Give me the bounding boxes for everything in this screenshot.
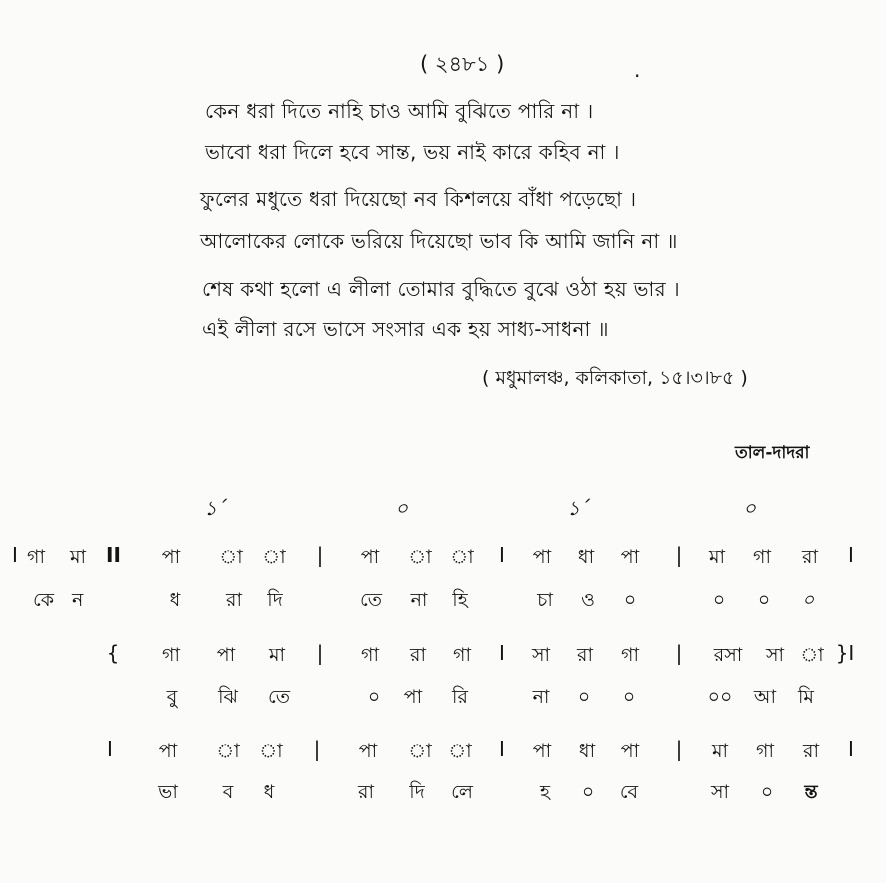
notation-cell: ০: [623, 589, 637, 611]
notation-cell: রি: [452, 686, 468, 708]
notation-cell: ধা: [578, 740, 596, 762]
notation-cell: রা: [577, 644, 593, 666]
notation-cell: ০: [581, 781, 595, 803]
notation-cell: ঝি: [218, 686, 238, 708]
poem-line: আলোকের লোকে ভরিয়ে দিয়েছো ভাব কি আমি জানি না ॥: [200, 229, 678, 253]
notation-cell: তে: [268, 686, 290, 708]
notation-cell: গা: [361, 644, 379, 666]
notation-cell: ০: [622, 686, 636, 708]
notation-cell: পা: [216, 644, 236, 666]
notation-cell: ০: [757, 589, 771, 611]
notation-cell: পা: [158, 740, 178, 762]
poem-line: শেষ কথা হলো এ লীলা তোমার বুদ্ধিতে বুঝে ওঠা হয় ভার ।: [202, 277, 680, 301]
taal-label: তাল-দাদরা: [735, 443, 810, 463]
notation-cell: সা: [531, 644, 551, 666]
notation-cell: ০: [760, 781, 774, 803]
notation-cell: মি: [798, 686, 814, 708]
notation-swara-row: [0, 641, 886, 671]
notation-cell: I: [499, 543, 505, 567]
notation-cell: পা: [403, 686, 423, 708]
notation-cell: |: [675, 641, 683, 665]
song-number: ( ২৪৮১ ): [420, 52, 505, 76]
notation-cell: রসা: [713, 644, 743, 666]
beat-marker: ০: [743, 496, 757, 520]
notation-cell: পা: [620, 740, 640, 762]
notation-cell: া: [448, 740, 472, 762]
notation-cell: চা: [537, 589, 553, 611]
notation-swara-row: [0, 543, 886, 573]
notation-cell: বে: [619, 781, 639, 803]
notation-cell: কে: [33, 589, 55, 611]
notation-cell: রা: [358, 781, 374, 803]
notation-cell: সা: [710, 781, 730, 803]
notation-cell: হি: [452, 589, 468, 611]
notation-cell: া: [259, 740, 283, 762]
notation-cell: II: [106, 543, 121, 567]
notation-lyric-row: [0, 683, 886, 713]
notation-cell: |: [313, 737, 321, 761]
notation-cell: পা: [532, 740, 552, 762]
notation-cell: রা: [226, 589, 242, 611]
notation-cell: রা: [410, 644, 426, 666]
notation-cell: দি: [267, 589, 283, 611]
notation-cell: ০০: [707, 686, 733, 708]
notation-cell: হ: [540, 781, 550, 803]
notation-cell: |: [675, 543, 683, 567]
notation-cell: পা: [161, 546, 181, 568]
notation-cell: সা: [765, 644, 785, 666]
notation-cell: পা: [620, 546, 640, 568]
notation-cell: া: [216, 740, 240, 762]
notation-cell: I: [12, 543, 18, 567]
notation-cell: পা: [532, 546, 552, 568]
notation-cell: |: [675, 737, 683, 761]
notation-lyric-row: [0, 586, 886, 616]
poem-line: এই লীলা রসে ভাসে সংসার এক হয় সাধ্য-সাধনা ॥: [202, 317, 609, 341]
notation-cell: ০: [712, 589, 726, 611]
notation-cell: I: [107, 737, 113, 761]
notation-cell: গা: [27, 546, 45, 568]
notation-cell: ন্ত: [804, 781, 818, 803]
notation-cell: আ: [753, 686, 777, 708]
notation-cell: না: [532, 686, 550, 708]
notation-cell: ধ: [263, 781, 275, 803]
notation-cell: গা: [753, 546, 771, 568]
notation-cell: ধ: [169, 589, 181, 611]
notation-cell: মা: [70, 546, 87, 568]
notation-cell: ০: [367, 686, 381, 708]
notation-cell: গা: [756, 740, 774, 762]
poem-line: ভাবো ধরা দিলে হবে সান্ত, ভয় নাই কারে কহিব না ।: [205, 140, 620, 164]
notation-cell: |: [316, 543, 324, 567]
notation-cell: মা: [711, 740, 729, 762]
notation-cell: গা: [621, 644, 639, 666]
notation-cell: া: [408, 740, 432, 762]
beat-marker: ১´: [204, 496, 227, 520]
notation-cell: রা: [803, 740, 819, 762]
poem-line: ফুলের মধুতে ধরা দিয়েছো নব কিশলয়ে বাঁধা পড়েছো ।: [200, 187, 637, 211]
notation-cell: মা: [708, 546, 726, 568]
notation-cell: দি: [409, 781, 425, 803]
poem-line: কেন ধরা দিতে নাহি চাও আমি বুঝিতে পারি না ।: [205, 99, 594, 123]
notation-lyric-row: [0, 778, 886, 808]
notation-cell: পা: [360, 546, 380, 568]
notation-cell: I: [848, 737, 854, 761]
notation-swara-row: [0, 737, 886, 767]
notation-cell: ব: [222, 781, 234, 803]
notation-cell: া: [262, 546, 286, 568]
notation-cell: া: [800, 644, 824, 666]
notation-cell: |: [316, 641, 324, 665]
notation-cell: ধা: [577, 546, 595, 568]
beat-marker: ০: [395, 496, 409, 520]
notation-cell: {: [106, 641, 120, 665]
notation-cell: ০: [801, 589, 815, 611]
notation-cell: া: [408, 546, 432, 568]
notation-cell: লে: [451, 781, 473, 803]
notation-cell: মা: [268, 644, 286, 666]
page-speck: .: [634, 58, 641, 82]
notation-cell: া: [219, 546, 243, 568]
notation-cell: ০: [577, 686, 591, 708]
source-citation: ( মধুমালঞ্চ, কলিকাতা, ১৫।৩।৮৫ ): [482, 367, 748, 389]
notation-cell: রা: [802, 546, 818, 568]
notation-cell: I: [848, 543, 854, 567]
notation-cell: তে: [360, 589, 382, 611]
notation-cell: গা: [453, 644, 471, 666]
notation-cell: }I: [835, 641, 855, 665]
notation-cell: বু: [166, 686, 178, 708]
notation-cell: পা: [358, 740, 378, 762]
notation-cell: ন: [72, 589, 84, 611]
notation-cell: া: [450, 546, 474, 568]
notation-cell: ও: [581, 589, 595, 611]
beat-marker: ১´: [567, 496, 590, 520]
notation-cell: না: [410, 589, 428, 611]
notation-cell: গা: [162, 644, 180, 666]
notation-cell: I: [499, 737, 505, 761]
notation-cell: ভা: [158, 781, 178, 803]
notation-cell: I: [499, 641, 505, 665]
